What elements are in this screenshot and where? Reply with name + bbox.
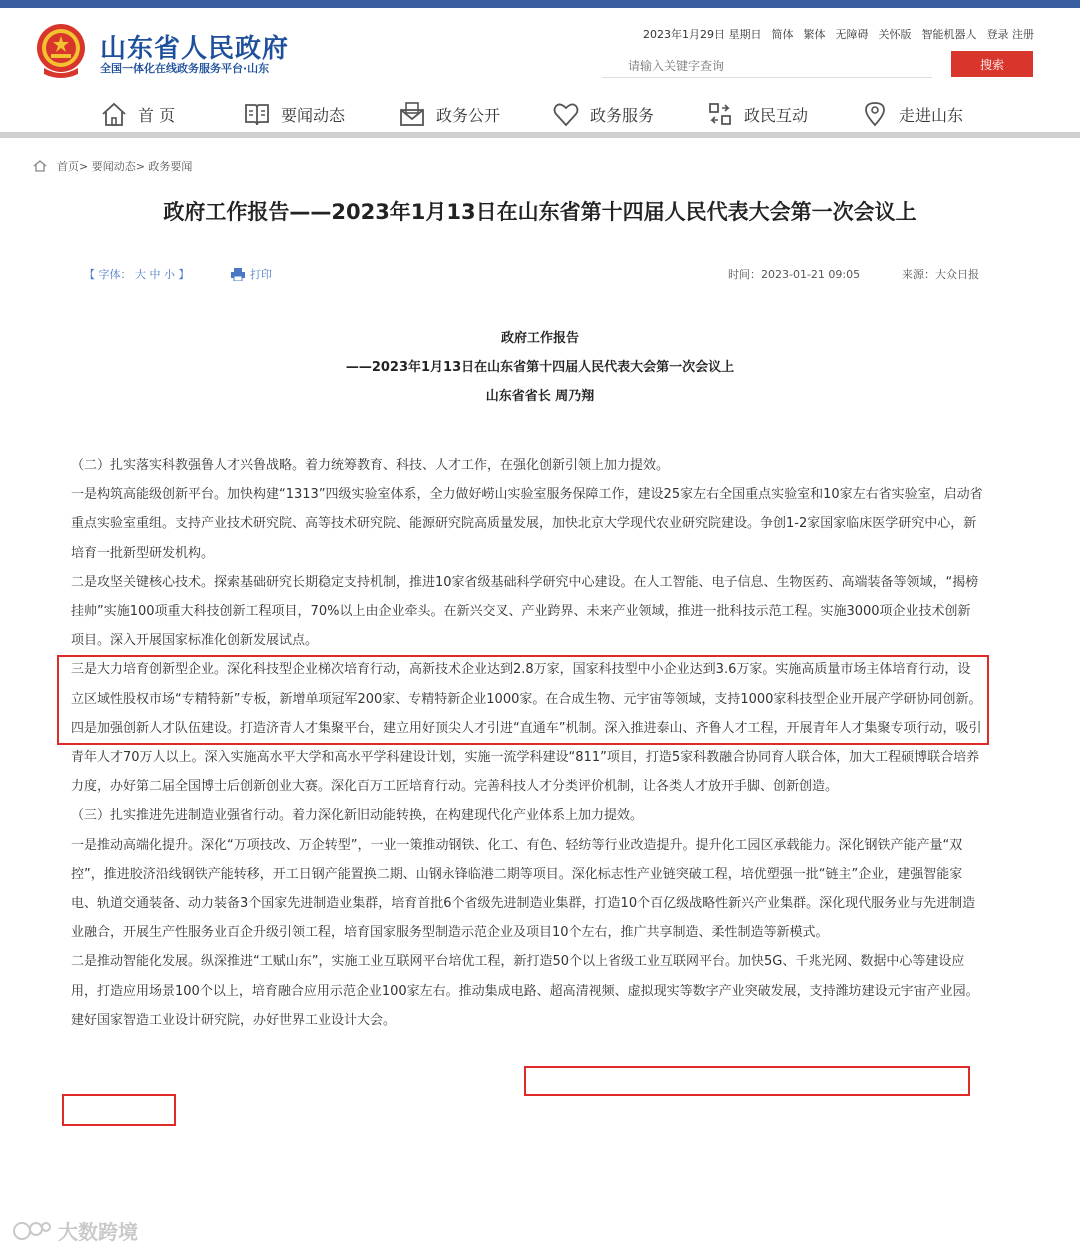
search-button[interactable]: 搜索 — [951, 51, 1033, 77]
nav-news[interactable] — [243, 98, 345, 130]
watermark — [12, 1216, 138, 1245]
nav-label: 政务公开 — [436, 105, 501, 125]
login-register-link[interactable]: 登录 注册 — [986, 28, 1034, 41]
doc-heading: 政府工作报告 — [500, 331, 579, 346]
watermark-logo-icon — [12, 1218, 52, 1244]
highlight-box — [524, 1066, 970, 1096]
home-icon — [33, 159, 47, 173]
paragraph: 二是攻坚关键核心技术。探索基础研究长期稳定支持机制，推进10家省级基础科学研究中心建设。在人工智能、电子信息、生物医药、高端装备等领域，“揭榜挂帅”实施100项重大科技创新工程项目，70%以上由企业牵头。在新兴交叉、产业跨界、未来产业领域，推进一批科技示范工程。实施3000项企业技术创新项目。深入开展国家标准化创新发展试点。 — [71, 574, 979, 649]
paragraph: （三）扎实推进先进制造业强省行动。着力深化新旧动能转换，在构建现代化产业体系上加力提效。 — [71, 808, 644, 824]
national-emblem-icon — [34, 20, 88, 84]
nav-label: 政民互动 — [744, 105, 809, 125]
envelope-icon — [398, 100, 426, 128]
site-title[interactable]: 山东省人民政府 — [100, 34, 290, 64]
paragraph: 一是推动高端化提升。深化“万项技改、万企转型”，一业一策推动钢铁、化工、有色、轻纺等行业改造提升。提升化工园区承载能力。深化钢铁产能产量“双控”，推进胶济沿线钢铁产能转移，开工日钢产能置换二期、山钢永锋临港二期等项目。深化标志性产业链突破工程，培优塑强一批“链主”企业，建强智能家电、轨道交通装备、动力装备3个国家先进制造业集群，培育首批6个省级先进制造业集群，打造10个百亿级战略性新兴产业集群。深化现代服务业与先进制造业融合，开展生产性服务业百企升级引领工程，培育国家服务型制造示范企业及项目10个左右，推广共享制造、柔性制造等新模式。 — [71, 837, 976, 941]
nav-label: 走进山东 — [899, 105, 964, 125]
doc-subheading: ——2023年1月13日在山东省第十四届人民代表大会第一次会议上 — [345, 360, 735, 375]
print-button[interactable] — [230, 266, 272, 282]
traditional-link[interactable]: 繁体 — [803, 28, 826, 41]
article-source: 来源：大众日报 — [902, 268, 979, 281]
search-input[interactable] — [602, 54, 932, 78]
home-icon — [100, 100, 128, 128]
print-label: 打印 — [250, 268, 272, 281]
nav-label: 要闻动态 — [281, 105, 346, 125]
font-size-control[interactable]: 【 字体： 大 中 小 】 — [84, 268, 190, 281]
breadcrumb-text[interactable]: 首页> 要闻动态> 政务要闻 — [57, 160, 193, 173]
paragraph: 四是加强创新人才队伍建设。打造济青人才集聚平台，建立用好顶尖人才引进“直通车”机制。深入推进泰山、齐鲁人才工程，开展青年人才集聚专项行动，吸引青年人才70万人以上。深入实施高水平大学和高水平学科建设计划，实施一流学科建设“811”项目，打造5家科教融合协同育人联合体，加大工程硕博联合培养力度，办好第二届全国博士后创新创业大赛。深化百万工匠培育行动。完善科技人才分类评价机制，让各类人才放开手脚、创新创造。 — [71, 720, 982, 795]
site-subtitle: 全国一体化在线政务服务平台·山东 — [100, 62, 270, 75]
doc-author: 山东省省长 周乃翔 — [485, 389, 595, 404]
top-links — [643, 26, 1034, 42]
book-icon — [243, 100, 271, 128]
article-title: 政府工作报告——2023年1月13日在山东省第十四届人民代表大会第一次会议上 — [163, 200, 917, 224]
main-nav — [0, 88, 1080, 138]
publish-time: 时间：2023-01-21 09:05 — [728, 268, 861, 281]
nav-open-gov[interactable] — [398, 98, 500, 130]
paragraph: 三是大力培育创新型企业。深化科技型企业梯次培育行动，高新技术企业达到2.8万家，国家科技型中小企业达到3.6万家。实施高质量市场主体培育行动，设立区域性股权市场“专精特新”专板，新增单项冠军200家、专精特新企业1000家。在合成生物、元宇宙等领域，支持1000家科技型企业开展产学研协同创新。 — [71, 662, 982, 707]
heart-icon — [552, 100, 580, 128]
location-icon — [861, 100, 889, 128]
paragraph: 二是推动智能化发展。纵深推进“工赋山东”，实施工业互联网平台培优工程，新打造50个以上省级工业互联网平台。加快5G、千兆光网、数据中心等建设应用，打造应用场景100个以上，培育融合应用示范企业100家左右。推动集成电路、超高清视频、虚拟现实等数字产业突破发展，支持潍坊建设元宇宙产业园。建好国家智造工业设计研究院，办好世界工业设计大会。 — [71, 954, 979, 1028]
paragraph: （二）扎实落实科教强鲁人才兴鲁战略。着力统筹教育、科技、人才工作，在强化创新引领上加力提效。 — [71, 458, 670, 473]
nav-shandong[interactable] — [861, 98, 963, 130]
nav-interaction[interactable] — [706, 98, 808, 130]
nav-services[interactable] — [552, 98, 654, 130]
watermark-text: 大数跨境 — [58, 1220, 138, 1244]
highlight-box — [57, 655, 989, 745]
care-version-link[interactable]: 关怀版 — [878, 28, 912, 41]
accessibility-link[interactable]: 无障碍 — [835, 28, 869, 41]
paragraph: 一是构筑高能级创新平台。加快构建“1313”四级实验室体系，全力做好崂山实验室服务保障工作，建设25家左右全国重点实验室和10家左右省实验室，启动省重点实验室重组。支持产业技术研究院、高等技术研究院、能源研究院高质量发展，加快北京大学现代农业研究院建设。争创1-2家国家临床医学研究中心，新培育一批新型研发机构。 — [71, 487, 983, 561]
date-text: 2023年1月29日 星期日 — [643, 28, 762, 41]
nav-home[interactable] — [100, 98, 175, 130]
nav-label: 首 页 — [138, 105, 176, 125]
nav-label: 政务服务 — [590, 105, 655, 125]
interact-icon — [706, 100, 734, 128]
breadcrumb — [33, 158, 192, 174]
top-color-bar — [0, 0, 1080, 8]
simplified-link[interactable]: 简体 — [771, 28, 794, 41]
highlight-box — [62, 1094, 176, 1126]
printer-icon — [230, 267, 246, 281]
robot-link[interactable]: 智能机器人 — [921, 28, 977, 41]
